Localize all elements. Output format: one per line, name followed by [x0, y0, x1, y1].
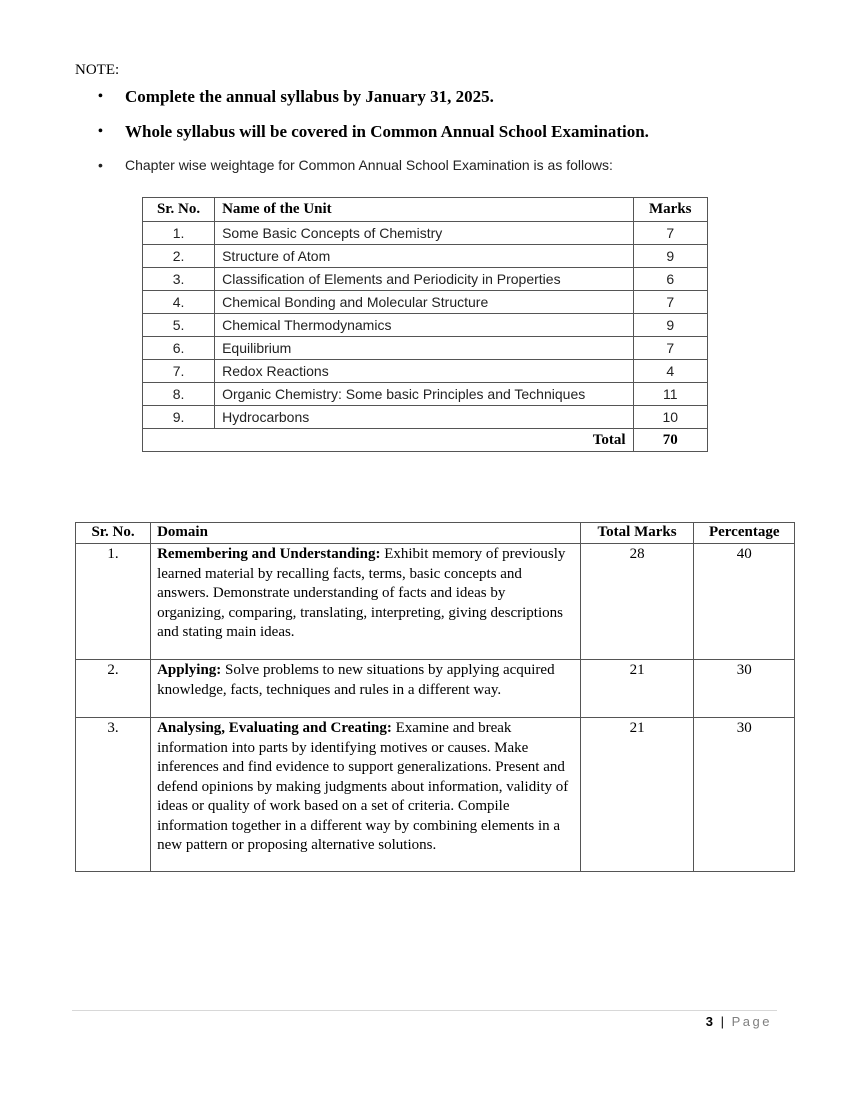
cell-unit-name: Hydrocarbons — [215, 406, 633, 429]
cell-marks: 4 — [633, 360, 707, 383]
domain-description: Exhibit memory of previously learned material by recalling facts, terms, basic concepts and answers. Demonstrate understanding of facts and ideas by organizing, comparing, translating, interpreting, giving descriptions and stating main ideas. — [157, 546, 566, 640]
table-row — [143, 383, 708, 406]
total-marks-value: 70 — [633, 429, 707, 452]
table-row — [76, 660, 795, 718]
cell-total-marks: 21 — [580, 718, 694, 872]
cell-sr-no: 3. — [143, 268, 215, 291]
cell-unit-name: Equilibrium — [215, 337, 633, 360]
cell-unit-name: Organic Chemistry: Some basic Principles and Techniques — [215, 383, 633, 406]
note-bullet-text: Complete the annual syllabus by January 31, 2025. — [125, 87, 494, 106]
column-header-domain: Domain — [151, 523, 581, 544]
cell-sr-no: 5. — [143, 314, 215, 337]
cell-unit-name: Structure of Atom — [215, 245, 633, 268]
cell-unit-name: Chemical Thermodynamics — [215, 314, 633, 337]
page-label: Page — [731, 1014, 772, 1029]
cell-sr-no: 1. — [143, 222, 215, 245]
note-bullet-list — [98, 85, 798, 175]
note-bullet-item — [98, 155, 798, 175]
cell-domain — [151, 660, 581, 718]
column-header-marks: Marks — [633, 198, 707, 222]
cell-sr-no: 9. — [143, 406, 215, 429]
note-bullet-item — [98, 85, 798, 120]
page-footer — [706, 1014, 772, 1029]
cell-sr-no: 4. — [143, 291, 215, 314]
table-row — [143, 406, 708, 429]
cell-marks: 7 — [633, 337, 707, 360]
cell-sr-no: 8. — [143, 383, 215, 406]
column-header-sr-no: Sr. No. — [76, 523, 151, 544]
note-bullet-text: Whole syllabus will be covered in Common Annual School Examination. — [125, 122, 649, 141]
domain-weightage-table — [75, 522, 795, 872]
cell-domain — [151, 544, 581, 660]
cell-sr-no: 2. — [143, 245, 215, 268]
cell-total-marks: 28 — [580, 544, 694, 660]
total-label: Total — [143, 429, 634, 452]
cell-marks: 9 — [633, 245, 707, 268]
domain-title: Remembering and Understanding: — [157, 546, 381, 562]
table-row — [76, 544, 795, 660]
domain-title: Analysing, Evaluating and Creating: — [157, 720, 392, 736]
column-header-total-marks: Total Marks — [580, 523, 694, 544]
table-row — [143, 291, 708, 314]
cell-sr-no: 2. — [76, 660, 151, 718]
note-bullet-item — [98, 120, 798, 155]
cell-sr-no: 1. — [76, 544, 151, 660]
cell-marks: 9 — [633, 314, 707, 337]
cell-unit-name: Some Basic Concepts of Chemistry — [215, 222, 633, 245]
note-heading: NOTE: — [75, 62, 120, 78]
bullet-icon: • — [98, 89, 103, 104]
cell-marks: 7 — [633, 291, 707, 314]
page-number: 3 — [705, 1014, 713, 1029]
column-header-percentage: Percentage — [694, 523, 795, 544]
cell-marks: 6 — [633, 268, 707, 291]
column-header-sr-no: Sr. No. — [143, 198, 215, 222]
cell-sr-no: 3. — [76, 718, 151, 872]
cell-unit-name: Redox Reactions — [215, 360, 633, 383]
table-row — [143, 245, 708, 268]
cell-sr-no: 6. — [143, 337, 215, 360]
column-header-unit-name: Name of the Unit — [215, 198, 633, 222]
cell-unit-name: Classification of Elements and Periodicity in Properties — [215, 268, 633, 291]
cell-percentage: 40 — [694, 544, 795, 660]
table-header-row — [76, 523, 795, 544]
cell-marks: 10 — [633, 406, 707, 429]
unit-weightage-table — [142, 197, 708, 452]
bullet-icon: • — [98, 157, 103, 173]
cell-domain — [151, 718, 581, 872]
domain-title: Applying: — [157, 662, 222, 678]
cell-total-marks: 21 — [580, 660, 694, 718]
table-header-row — [143, 198, 708, 222]
table-row — [76, 718, 795, 872]
cell-percentage: 30 — [694, 718, 795, 872]
table-row — [143, 360, 708, 383]
cell-percentage: 30 — [694, 660, 795, 718]
footer-separator: | — [720, 1014, 724, 1029]
table-row — [143, 314, 708, 337]
table-row — [143, 268, 708, 291]
table-row — [143, 337, 708, 360]
cell-marks: 11 — [633, 383, 707, 406]
note-bullet-text: Chapter wise weightage for Common Annual School Examination is as follows: — [125, 157, 613, 173]
footer-divider — [72, 1010, 777, 1011]
table-total-row — [143, 429, 708, 452]
cell-sr-no: 7. — [143, 360, 215, 383]
domain-description: Examine and break information into parts by identifying motives or causes. Make inferences and find evidence to support generalizations. Present and defend opinions by making judgments about information, validity of ideas or quality of work based on a set of criteria. Compile information together in a different way by combining elements in a new pattern or proposing alternative solutions. — [157, 720, 569, 853]
table-row — [143, 222, 708, 245]
cell-unit-name: Chemical Bonding and Molecular Structure — [215, 291, 633, 314]
domain-description: Solve problems to new situations by applying acquired knowledge, facts, techniques and rules in a different way. — [157, 662, 555, 698]
bullet-icon: • — [98, 124, 103, 139]
cell-marks: 7 — [633, 222, 707, 245]
